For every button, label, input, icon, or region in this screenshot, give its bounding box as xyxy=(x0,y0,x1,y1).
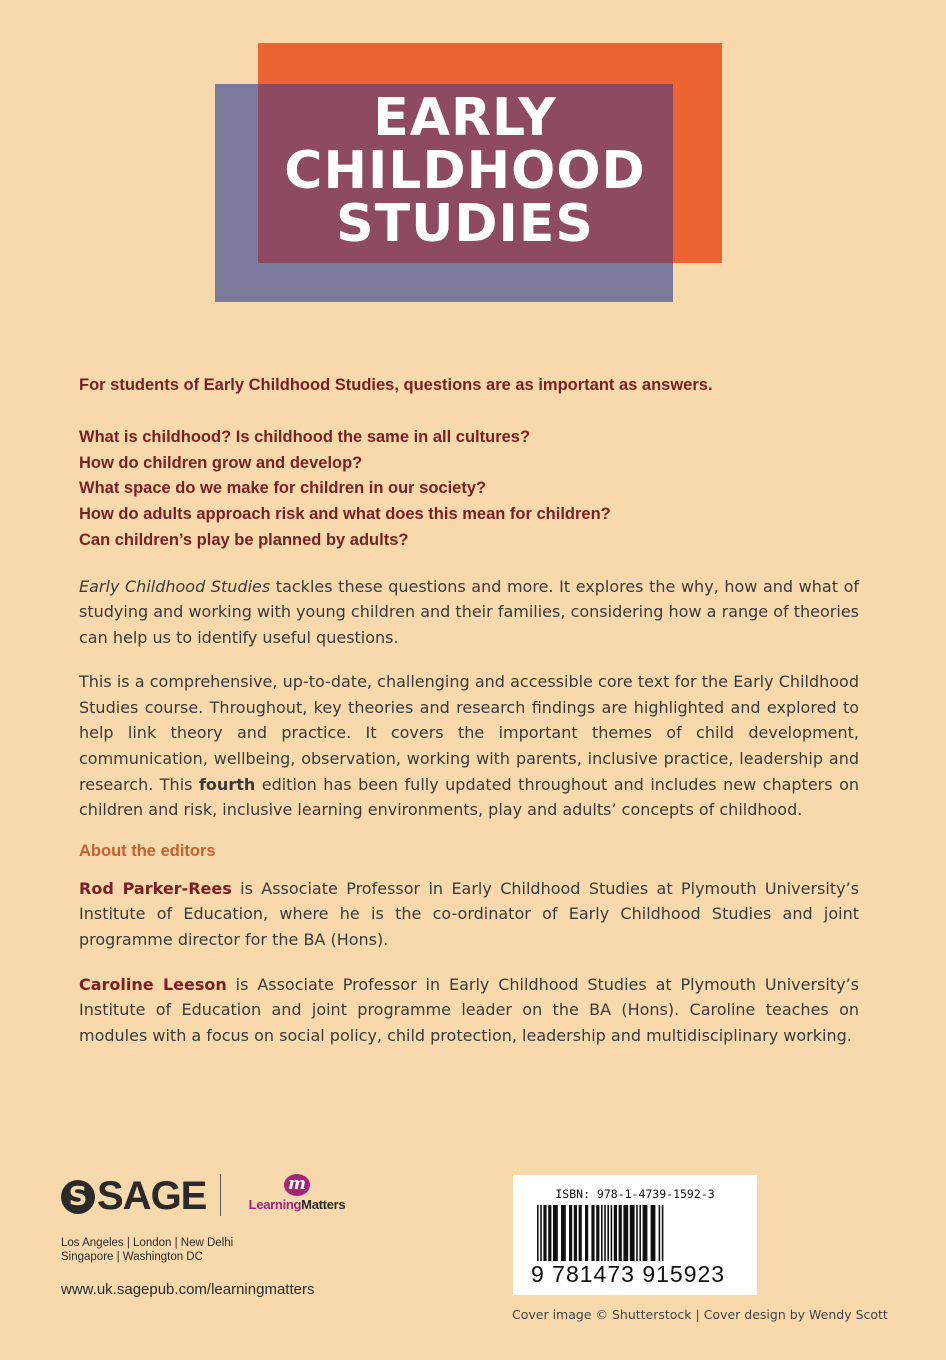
editor-bio-1 xyxy=(79,876,859,953)
barcode-bar xyxy=(537,1205,539,1261)
learning-matters-wordmark xyxy=(242,1197,352,1212)
logo-divider xyxy=(220,1174,221,1216)
barcode-bar xyxy=(607,1205,609,1261)
barcode-bar xyxy=(636,1205,638,1261)
barcode-bar xyxy=(553,1205,558,1261)
barcode-bar xyxy=(630,1205,635,1261)
barcode-bar xyxy=(639,1205,641,1261)
title-line-1: EARLY xyxy=(373,88,557,148)
barcode-bar xyxy=(619,1205,622,1261)
description-paragraph-1 xyxy=(79,574,859,651)
barcode-bar xyxy=(561,1205,566,1261)
blurb xyxy=(79,376,859,1067)
editor-bio-text: is Associate Professor in Early Childhood Studies at Plymouth University’s Institute of Education, where he is the co-ordinator of Early Childhood Studies and joint programme director for the BA (Hons). xyxy=(79,878,859,950)
editor-name: Rod Parker-Rees xyxy=(79,878,232,898)
description-paragraph-2 xyxy=(79,669,859,823)
lead-question: For students of Early Childhood Studies, questions are as important as answers. xyxy=(79,376,713,394)
barcode-bar xyxy=(596,1205,599,1261)
editors-heading: About the editors xyxy=(79,841,216,860)
question-item: How do children grow and develop? xyxy=(79,453,363,472)
barcode-bar xyxy=(543,1205,546,1261)
barcode-bar xyxy=(643,1205,648,1261)
lm-word-learning: Learning xyxy=(248,1197,302,1212)
editor-name: Caroline Leeson xyxy=(79,974,227,994)
sage-logo xyxy=(61,1174,206,1219)
barcode-bar xyxy=(614,1205,617,1261)
barcode-bar xyxy=(548,1205,551,1261)
barcode-bars xyxy=(535,1205,735,1263)
cities-line: Singapore | Washington DC xyxy=(61,1251,203,1263)
editor-bio-2 xyxy=(79,972,859,1049)
editor-bio-text: is Associate Professor in Early Childhood Studies at Plymouth University’s Institute of Education and joint programme leader on the BA (Hons). Caroline teaches on modules with a focus on social policy, child protection, leadership and multidisciplinary working. xyxy=(79,974,859,1045)
book-title-inline: Early Childhood Studies xyxy=(79,576,271,596)
description-text: This is a comprehensive, up-to-date, challenging and accessible core text for the Early Childhood Studies course. Throughout, key theories and research findings are highlighted and explored to help link theory and practice. It covers the important themes of child development, communication, wellbeing, observation, working with parents, inclusive practice, leadership and research. This xyxy=(79,672,859,794)
learning-matters-icon: m xyxy=(284,1174,310,1196)
description-text: edition has been fully updated throughout and includes new chapters on children and risk, inclusive learning environments, play and adults’ concepts of childhood. xyxy=(79,774,860,820)
question-item: What space do we make for children in our society? xyxy=(79,479,487,498)
learning-matters-logo xyxy=(242,1174,352,1212)
book-title xyxy=(215,88,715,254)
title-line-2: CHILDHOOD xyxy=(284,141,646,201)
barcode-bar xyxy=(662,1205,664,1261)
barcode-bar xyxy=(540,1205,542,1261)
publisher-url[interactable]: www.uk.sagepub.com/learningmatters xyxy=(61,1281,315,1298)
barcode-digits: 9 781473 915923 xyxy=(531,1261,726,1287)
barcode-bar xyxy=(579,1205,582,1261)
question-item: Can children’s play be planned by adults? xyxy=(79,530,409,549)
lm-word-matters: Matters xyxy=(301,1197,346,1212)
edition-emphasis: fourth xyxy=(198,774,256,794)
barcode-bar xyxy=(574,1205,577,1261)
sage-wordmark: SAGE xyxy=(97,1174,207,1218)
barcode-bar xyxy=(659,1205,661,1261)
barcode-bar xyxy=(585,1205,588,1261)
question-item: What is childhood? Is childhood the same in all cultures? xyxy=(79,428,531,446)
barcode-bar xyxy=(623,1205,628,1261)
publisher-cities xyxy=(61,1236,233,1264)
description-text: tackles these questions and more. It explores the why, how and what of studying and working with young children and their families, considering how a range of theories can help us to identify useful questions. xyxy=(79,576,859,647)
title-line-3: STUDIES xyxy=(336,194,594,254)
cities-line: Los Angeles | London | New Delhi xyxy=(61,1237,234,1249)
barcode-bar xyxy=(591,1205,594,1261)
question-item: How do adults approach risk and what does this mean for children? xyxy=(79,505,611,524)
barcode-bar xyxy=(651,1205,656,1261)
barcode-bar xyxy=(604,1205,606,1261)
isbn-label: ISBN: 978-1-4739-1592-3 xyxy=(555,1187,715,1201)
isbn-barcode xyxy=(513,1175,757,1295)
sage-icon: S xyxy=(61,1180,95,1214)
question-list xyxy=(79,425,859,554)
barcode-bar xyxy=(569,1205,572,1261)
barcode-bar xyxy=(601,1205,603,1261)
barcode-bar xyxy=(611,1205,613,1261)
cover-credits: Cover image © Shutterstock | Cover design by Wendy Scott xyxy=(512,1307,888,1322)
